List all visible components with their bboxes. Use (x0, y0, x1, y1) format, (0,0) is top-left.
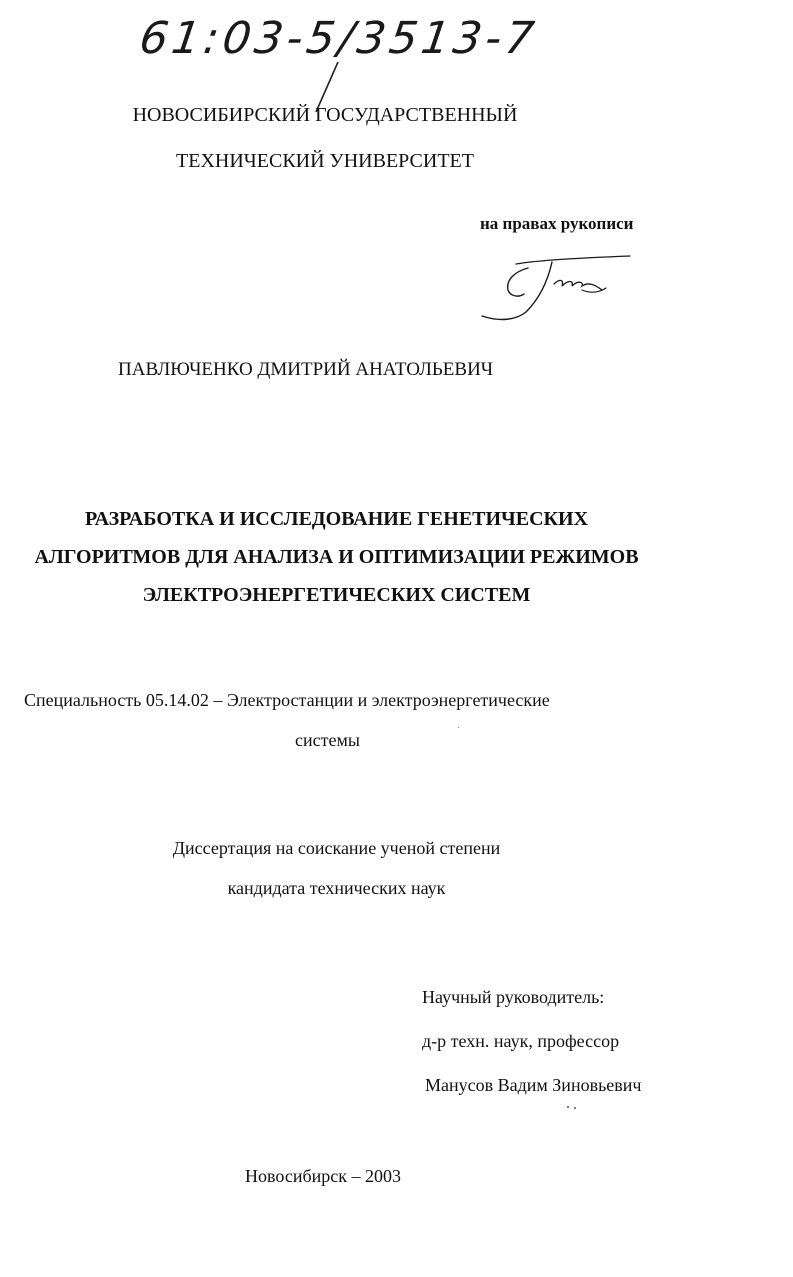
university-header (0, 98, 650, 178)
city-year: Новосибирск – 2003 (245, 1166, 401, 1186)
degree-line-2: кандидата технических наук (227, 878, 446, 898)
title-line-1: РАЗРАБОТКА И ИССЛЕДОВАНИЕ ГЕНЕТИЧЕСКИХ (84, 508, 589, 530)
scan-speck (574, 1107, 576, 1109)
specialty-line-1: Специальность 05.14.02 – Электростанции и электроэнергетические (24, 690, 550, 710)
scan-speck (567, 1106, 569, 1108)
scan-speck (458, 727, 459, 728)
university-line-2: ТЕХНИЧЕСКИЙ УНИВЕРСИТЕТ (176, 150, 474, 172)
title-line-2: АЛГОРИТМОВ ДЛЯ АНАЛИЗА И ОПТИМИЗАЦИИ РЕЖИМОВ (34, 546, 639, 568)
dissertation-title (0, 500, 673, 614)
dissertation-degree (0, 828, 673, 908)
supervisor-degree: д-р техн. наук, профессор (422, 1031, 620, 1051)
rights-note: на правах рукописи (480, 214, 634, 233)
university-line-1: НОВОСИБИРСКИЙ ГОСУДАРСТВЕННЫЙ (132, 104, 518, 126)
supervisor-block (422, 975, 641, 1107)
archive-code: 61:03-5/3513-7 (136, 13, 541, 64)
author-name: ПАВЛЮЧЕНКО ДМИТРИЙ АНАТОЛЬЕВИЧ (118, 359, 494, 380)
title-line-3: ЭЛЕКТРОЭНЕРГЕТИЧЕСКИХ СИСТЕМ (142, 584, 531, 606)
specialty-line-2: системы (295, 730, 360, 750)
specialty (24, 680, 550, 760)
supervisor-name: Манусов Вадим Зиновьевич (425, 1075, 642, 1095)
degree-line-1: Диссертация на соискание ученой степени (172, 838, 501, 858)
supervisor-role: Научный руководитель: (422, 987, 605, 1007)
author-signature (470, 250, 650, 335)
